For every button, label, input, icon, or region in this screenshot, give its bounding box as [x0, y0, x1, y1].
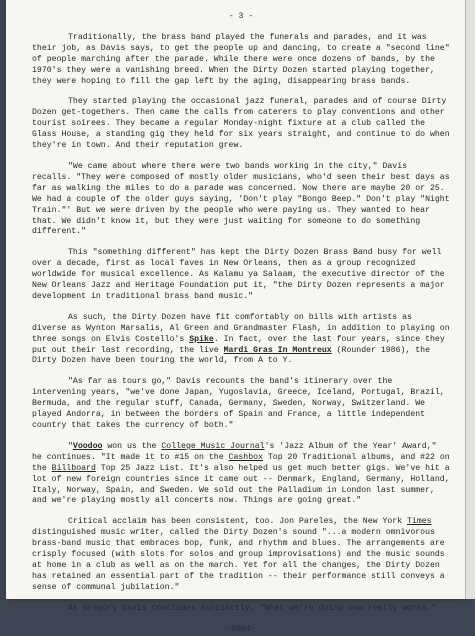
page-number: - 3 -: [228, 12, 254, 21]
text-run: This "something different" has kept the Dirty Dozen Brass Band busy for well over a decade, first as local faves in New Orleans, then as a group recognized worldwide for musical excellence. As Kalamu ya Salaam, the executive director of the New Orleans Jazz and Heritage Foundation put it, "the Dirty Dozen represents a major development in traditional brass band music.": [32, 248, 445, 301]
text-run: (Rounder 1986), the Dirty Dozen have been touring the world, from A to Y.: [32, 345, 430, 366]
page-footer: -9004-: [226, 624, 256, 634]
underlined-title: Times: [407, 517, 432, 527]
text-run: Critical acclaim has been consistent, too. Jon Pareles, the New York: [68, 517, 408, 527]
text-run: As Gregory Davis concludes succinctly, "What we're doing now really works.": [68, 603, 437, 613]
text-run: ": [68, 441, 73, 451]
underlying-page-edge: [465, 0, 475, 599]
text-run: They started playing the occasional jazz funeral, parades and of course Dirty Dozen get-togethers. Then came the calls from caterers to play conventions and other tourist soirees. They became a regular Monday-night fixture at a club called the Glass House, a standing gig they held for six years straight, and continue to do when they're in town. And their reputation grew.: [32, 97, 450, 151]
paragraph: [32, 377, 450, 432]
paragraph: [32, 97, 450, 152]
body-text: [32, 33, 450, 615]
paragraph: [32, 517, 450, 593]
document-page: [6, 0, 465, 634]
paragraph: [32, 33, 450, 88]
text-run: . In fact, over the last four years, since they put out their last recording, the live: [32, 334, 445, 355]
text-run: "As far as tours go," Davis recounts the band's itinerary over the intervening years, "we've done Japan, Yugoslavia, Greece, Iceland, Portugal, Brazil, Bermuda, and the regular stuff, Canada, Germany, Sweden, Norway, Switzerland. We played Andorra, in between the borders of Spain and France, a little independent country that takes the currency of both.": [32, 377, 445, 430]
text-run: won us the: [102, 441, 162, 451]
text-run: Traditionally, the brass band played the funerals and parades, and it was their job, as Davis says, to get the people up and dancing, to create a "second line" of people marching after the parade. While there were once dozens of bands, by the 1970's they were a vanishing breed. When the Dirty Dozen started playing together, they were hoping to fill the gap left by the aging, disappearing brass bands.: [32, 32, 450, 86]
underlined-title: College Music Journal: [161, 441, 265, 451]
text-run: "We came about where there were two bands working in the city," Davis recalls. "They were composed of mostly older musicians, who'd seen their best days as far as walking the miles to do a parade was concerned. Now there are maybe 20 or 25. We had a couple of the older guys saying, 'Don't play "Bongo Beep." Don't play "Night Train."' But we were driven by the people who were paying us. They wanted to hear that. We didn't know it, but they were just waiting for someone to do something different.": [32, 161, 450, 237]
album-title: Voodoo: [72, 441, 103, 451]
page-content: [32, 12, 450, 636]
paragraph: [32, 162, 450, 238]
paragraph: [32, 313, 450, 368]
text-run: Top 20 Traditional albums, and #22 on the: [32, 452, 450, 473]
album-title: Spike: [189, 334, 214, 344]
album-title: Mardi Gras In Montreux: [223, 345, 332, 355]
text-run: distinguished music writer, called the Dirty Dozen's sound "...a modern omnivorous brass-band music that embraces bop, funk, and rhythm and blues. The arrangements are crisply focused (with slots for solos and group improvisations) and the music sounds at home in a club as well as on the march. Yet for all the changes, the Dirty Dozen has retained an essential part of the tradition -- their performance still conveys a sense of communal jubilation.": [32, 528, 445, 592]
paragraph: [32, 604, 450, 615]
text-run: 's 'Jazz Album of the Year' Award," he continues. "It made it to #15 on the: [32, 441, 437, 462]
paragraph: [32, 248, 450, 303]
underlined-title: Cashbox: [228, 452, 263, 462]
text-run: As such, the Dirty Dozen have fit comfortably on bills with artists as diverse as Wynton Marsalis, Al Green and Grandmaster Flash, in addition to playing on three songs on Elvis Costello's: [32, 312, 450, 344]
text-run: Top 25 Jazz List. It's also helped us get much better gigs. We've hit a lot of new foreign countries since it came out -- Denmark, England, Germany, Holland, Italy, Norway, Spain, and Sweden. We sold out the Palladium in London last summer, and we're playing mostly all concerts now. Things are going great.": [32, 463, 450, 506]
paragraph: [32, 442, 450, 507]
underlined-title: Billboard: [51, 463, 96, 473]
